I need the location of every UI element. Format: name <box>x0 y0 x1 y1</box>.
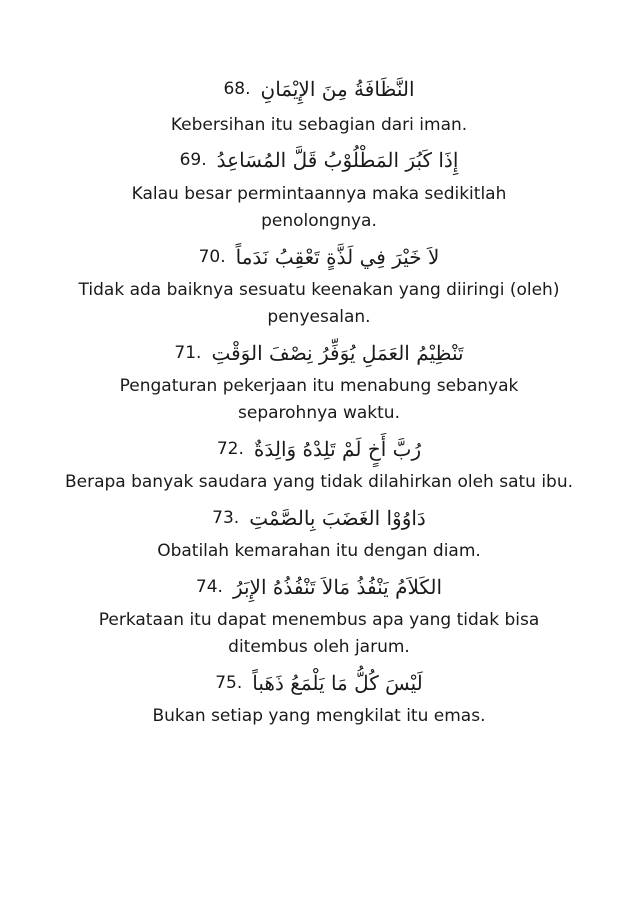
entry-number: 73. <box>212 508 240 528</box>
arabic-line <box>0 569 638 605</box>
proverb-translation: Pengaturan pekerjaan itu menabung sebanyak separohnya waktu. <box>119 376 519 423</box>
arabic-line <box>0 239 638 275</box>
arabic-proverb: لَيْسَ كُلُّ مَا يَلْمَعُ ذَهَباً <box>252 671 423 695</box>
entry-number: 72. <box>216 439 244 459</box>
entry-number: 71. <box>174 343 202 363</box>
arabic-line <box>0 500 638 536</box>
arabic-proverb: النَّظَافَةُ مِنَ الإِيْمَانِ <box>260 77 415 101</box>
arabic-proverb: لاَ خَيْرَ فِي لَذَّةٍ تَعْقِبُ نَدَماً <box>235 245 440 269</box>
proverb-translation: Kalau besar permintaannya maka sedikitlah penolongnya. <box>131 184 507 231</box>
proverb-translation: Berapa banyak saudara yang tidak dilahirkan oleh satu ibu. <box>64 472 574 492</box>
proverb-translation: Kebersihan itu sebagian dari iman. <box>170 115 468 135</box>
entry-number: 75. <box>215 673 243 693</box>
proverb-translation: Perkataan itu dapat menembus apa yang tidak bisa ditembus oleh jarum. <box>98 610 540 657</box>
arabic-line <box>0 141 638 179</box>
proverb-entry-68 <box>0 72 638 139</box>
proverb-entry-75 <box>0 665 638 730</box>
arabic-proverb: دَاوُوْا الغَضَبَ بِالصَّمْتِ <box>249 506 426 530</box>
proverb-entry-73 <box>0 500 638 565</box>
entry-number: 70. <box>198 247 226 267</box>
proverb-translation: Obatilah kemarahan itu dengan diam. <box>157 541 481 561</box>
arabic-line <box>0 72 638 106</box>
arabic-proverb: رُبَّ أَخٍ لَمْ تَلِدْهُ وَالِدَةٌ <box>253 437 422 461</box>
proverb-entry-72 <box>0 431 638 496</box>
entry-number: 68. <box>223 79 251 99</box>
proverb-translation: Tidak ada baiknya sesuatu keenakan yang diiringi (oleh) penyesalan. <box>78 280 560 327</box>
arabic-line <box>0 431 638 467</box>
arabic-proverb: تَنْظِيْمُ العَمَلِ يُوَفِّرُ نِصْفَ الوَقْتِ <box>211 341 464 365</box>
proverb-entry-74 <box>0 569 638 661</box>
proverb-entry-69 <box>0 141 638 235</box>
arabic-proverb: إِذَا كَبُرَ المَطْلُوْبُ قَلَّ المُسَاعِدُ <box>216 148 459 172</box>
proverb-entry-70 <box>0 239 638 331</box>
proverb-translation: Bukan setiap yang mengkilat itu emas. <box>152 706 486 726</box>
proverb-entry-71 <box>0 335 638 427</box>
arabic-proverb: الكَلاَمُ يَنْفُذُ مَالاَ تَنْفُذُهُ الإِبَرُ <box>232 575 443 599</box>
arabic-line <box>0 335 638 371</box>
arabic-line <box>0 665 638 701</box>
entry-number: 69. <box>179 150 207 170</box>
entry-number: 74. <box>195 577 223 597</box>
